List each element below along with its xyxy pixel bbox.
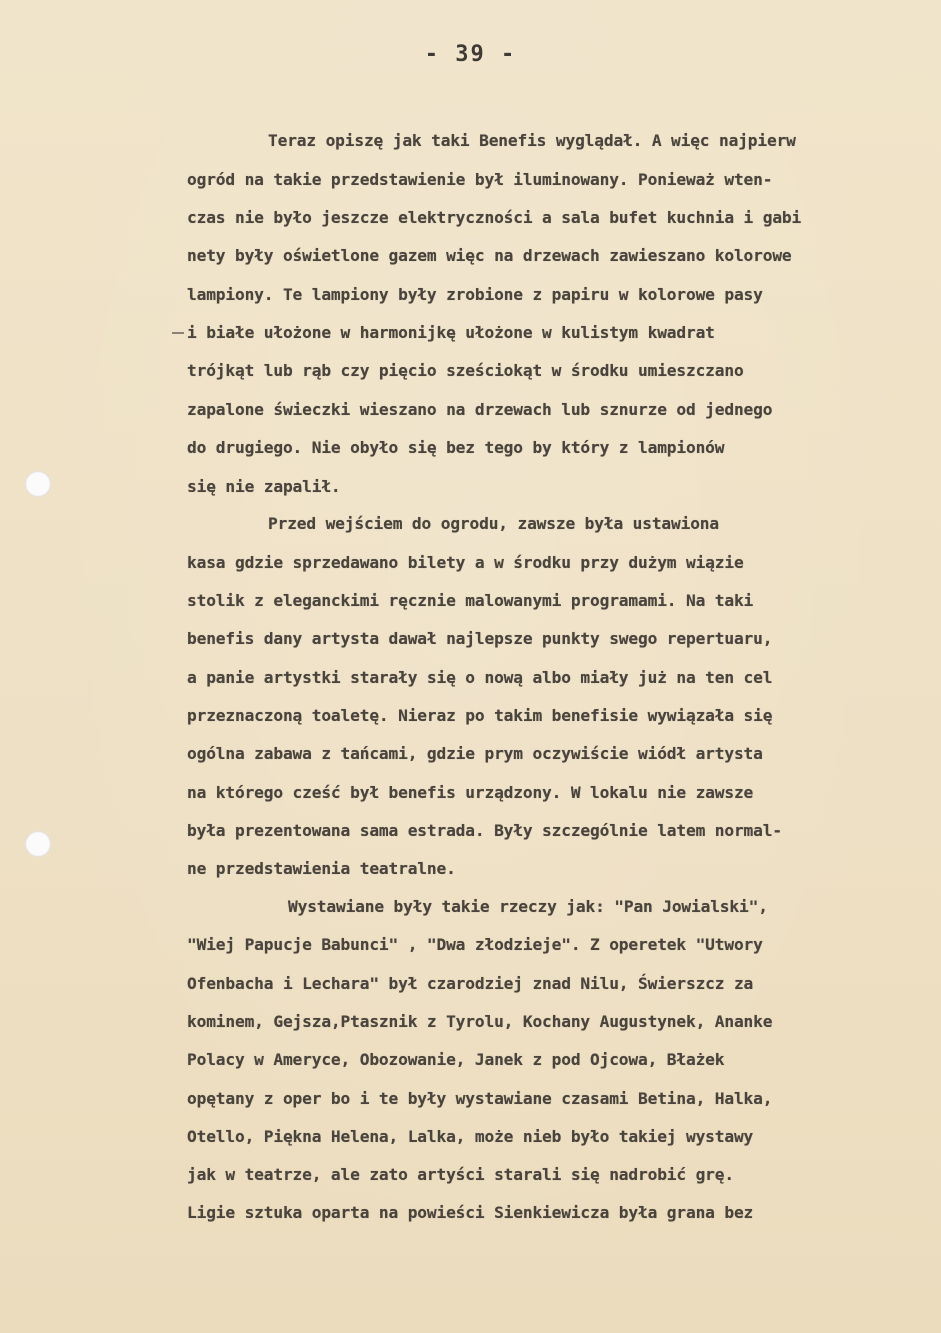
text-line: ne przedstawienia teatralne. xyxy=(187,859,456,878)
punch-hole-top xyxy=(25,471,51,497)
punch-hole-bottom xyxy=(25,831,51,857)
text-line: nety były oświetlone gazem więc na drzewach zawieszano kolorowe xyxy=(187,246,792,265)
text-line: się nie zapalił. xyxy=(187,477,341,496)
text-line: "Wiej Papucje Babunci" , "Dwa złodzieje". Z operetek "Utwory xyxy=(187,935,763,954)
text-line: jak w teatrze, ale zato artyści starali się nadrobić grę. xyxy=(187,1165,734,1184)
text-line: na którego cześć był benefis urządzony. W lokalu nie zawsze xyxy=(187,783,754,802)
text-line: Polacy w Ameryce, Obozowanie, Janek z pod Ojcowa, Błażek xyxy=(187,1050,725,1069)
text-line: ogólna zabawa z tańcami, gdzie prym oczywiście wiódł artysta xyxy=(187,744,763,763)
text-line: stolik z eleganckimi ręcznie malowanymi programami. Na taki xyxy=(187,591,754,610)
text-line: zapalone świeczki wieszano na drzewach lub sznurze od jednego xyxy=(187,400,773,419)
text-line: czas nie było jeszcze elektryczności a sala bufet kuchnia i gabi xyxy=(187,208,802,227)
text-line: do drugiego. Nie obyło się bez tego by który z lampionów xyxy=(187,438,725,457)
text-line: a panie artystki starały się o nową albo miały już na ten cel xyxy=(187,668,773,687)
text-line: była prezentowana sama estrada. Były szczególnie latem normal- xyxy=(187,821,782,840)
text-line: kominem, Gejsza,Ptasznik z Tyrolu, Kochany Augustynek, Ananke xyxy=(187,1012,773,1031)
text-line: opętany z oper bo i te były wystawiane czasami Betina, Halka, xyxy=(187,1089,773,1108)
page-number: - 39 - xyxy=(424,42,517,67)
text-line: lampiony. Te lampiony były zrobione z papiru w kolorowe pasy xyxy=(187,285,763,304)
text-line: przeznaczoną toaletę. Nieraz po takim benefisie wywiązała się xyxy=(187,706,773,725)
text-line: kasa gdzie sprzedawano bilety a w środku przy dużym wiązie xyxy=(187,553,744,572)
text-line: trójkąt lub rąb czy pięcio sześciokąt w środku umieszczano xyxy=(187,361,744,380)
margin-mark xyxy=(172,332,184,334)
text-line: benefis dany artysta dawał najlepsze punkty swego repertuaru, xyxy=(187,629,773,648)
text-line: Teraz opiszę jak taki Benefis wyglądał. A więc najpierw xyxy=(268,131,796,150)
text-line: Ofenbacha i Lechara" był czarodziej znad Nilu, Świerszcz za xyxy=(187,974,754,993)
text-line: Otello, Piękna Helena, Lalka, może nieb było takiej wystawy xyxy=(187,1127,754,1146)
text-line: i białe ułożone w harmonijkę ułożone w kulistym kwadrat xyxy=(187,323,715,342)
text-line: Wystawiane były takie rzeczy jak: "Pan Jowialski", xyxy=(288,897,768,916)
text-line: Przed wejściem do ogrodu, zawsze była ustawiona xyxy=(268,514,719,533)
text-line: Ligie sztuka oparta na powieści Sienkiewicza była grana bez xyxy=(187,1203,754,1222)
text-line: ogród na takie przedstawienie był iluminowany. Ponieważ wten- xyxy=(187,170,773,189)
